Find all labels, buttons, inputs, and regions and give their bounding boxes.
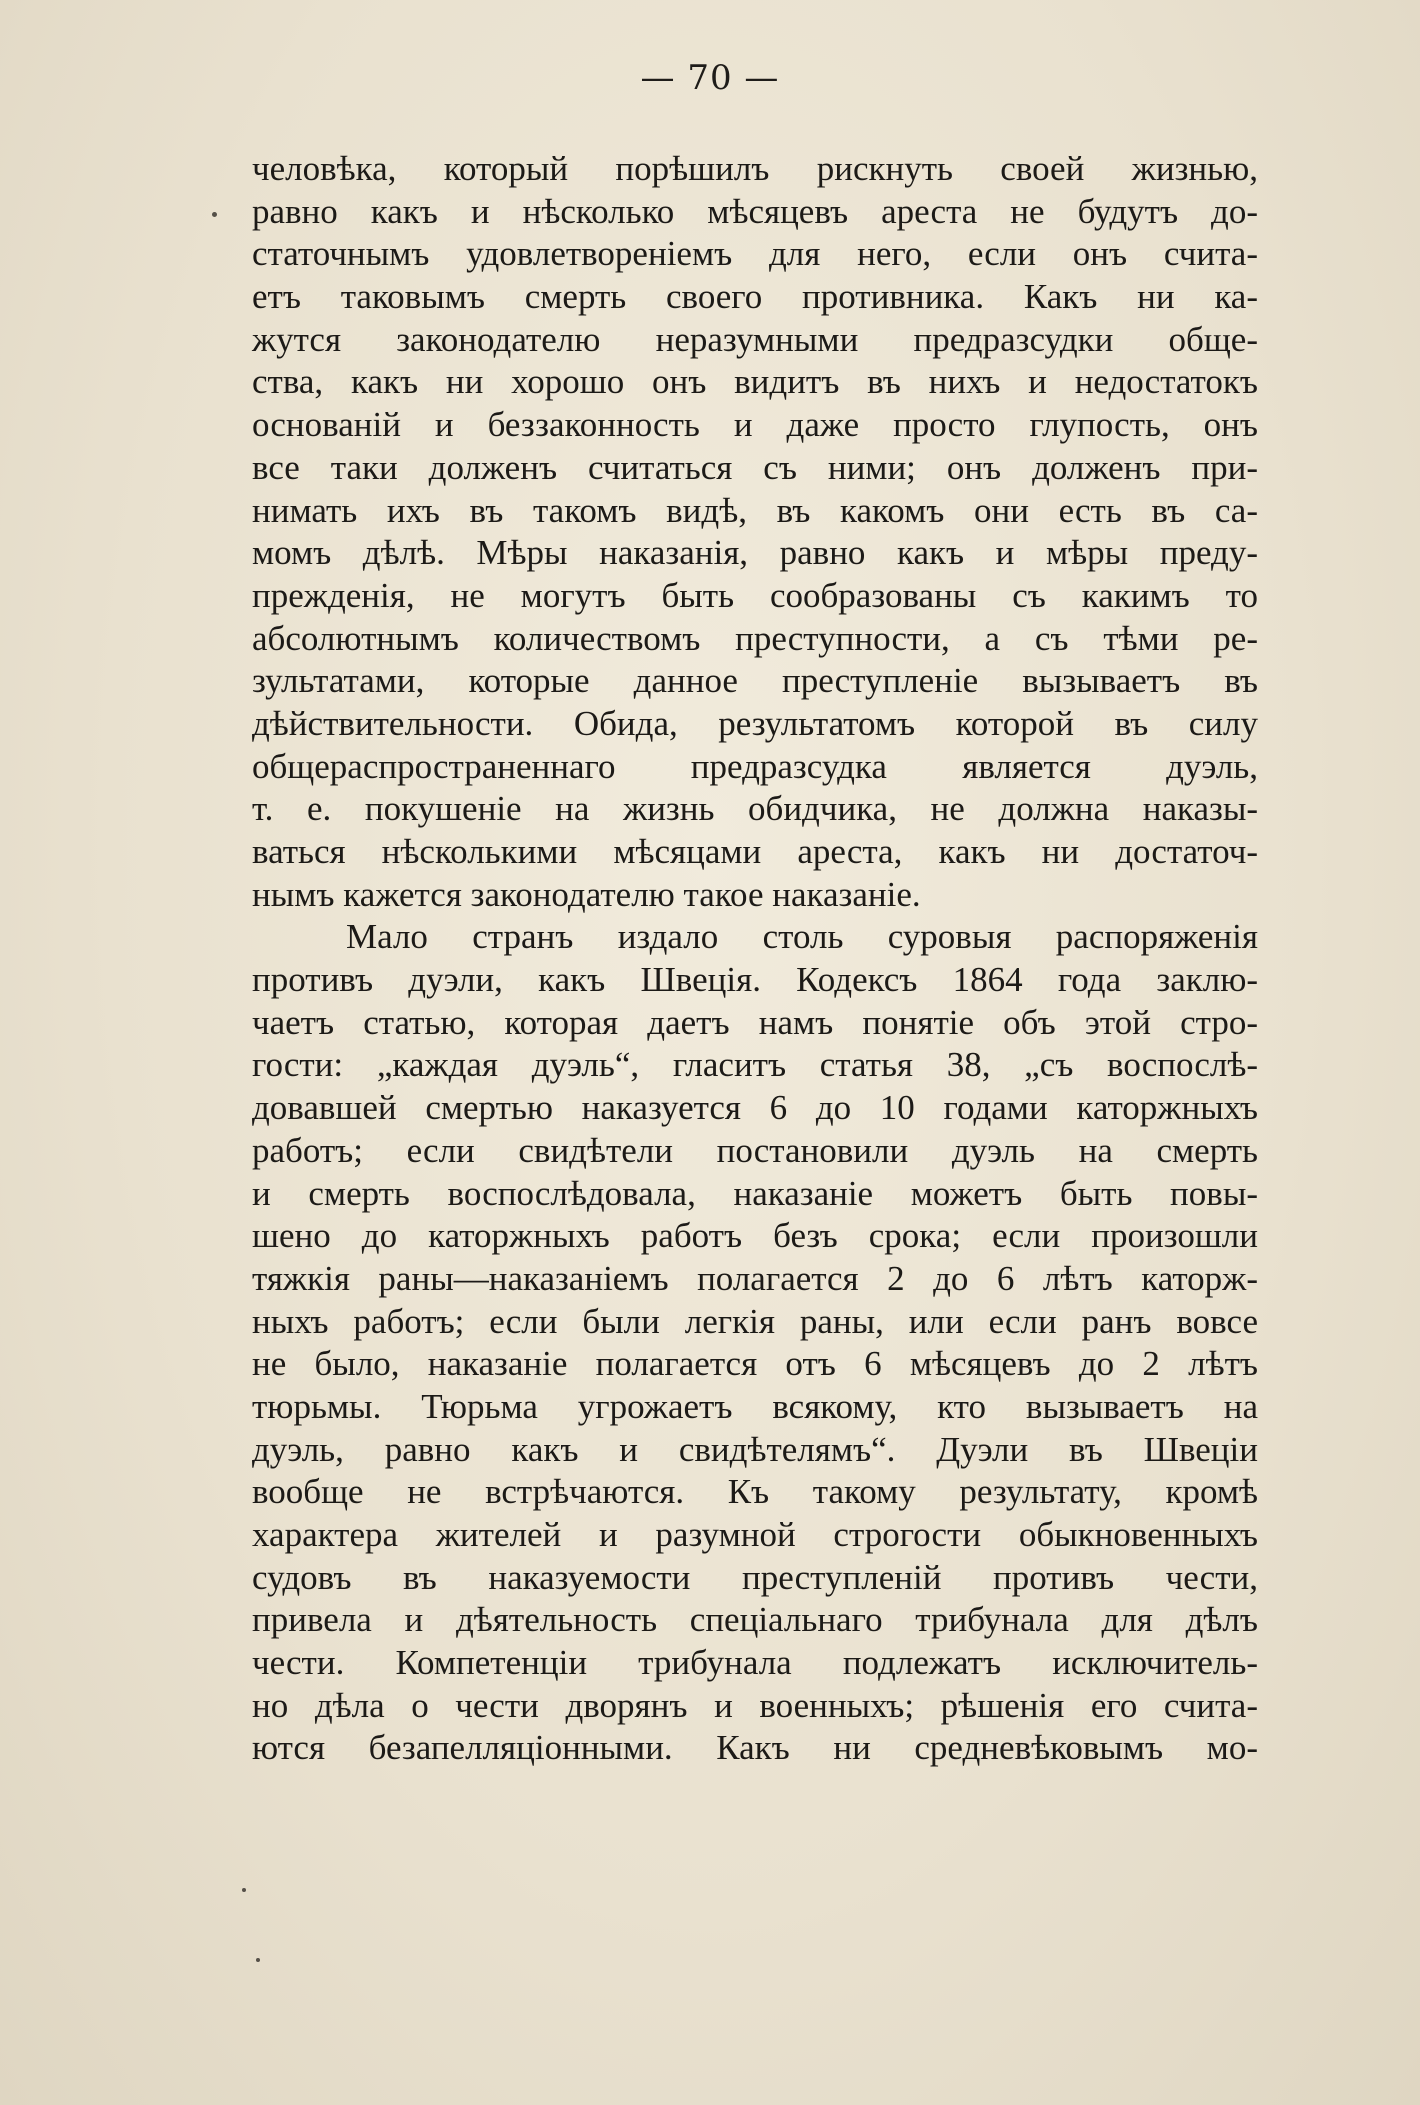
text-line: ныхъ работъ; если были легкія раны, или если ранъ вовсе (252, 1301, 1258, 1341)
text-line: жутся законодателю неразумными предразсудки обще- (252, 319, 1258, 359)
text-line: нымъ кажется законодателю такое наказаніе. (252, 874, 921, 914)
text-line: тюрьмы. Тюрьма угрожаетъ всякому, кто вызываетъ на (252, 1386, 1258, 1426)
text-line: Мало странъ издало столь суровыя распоряженія (346, 917, 1258, 957)
text-line: тяжкія раны—наказаніемъ полагается 2 до 6 лѣтъ каторж- (252, 1258, 1258, 1298)
text-line: ства, какъ ни хорошо онъ видитъ въ нихъ и недостатокъ (252, 362, 1258, 402)
paragraph (252, 916, 1258, 1770)
text-line: гости: „каждая дуэль“, гласитъ статья 38, „съ воспослѣ- (252, 1045, 1258, 1085)
text-line: прежденія, не могутъ быть сообразованы съ какимъ то (252, 575, 1258, 615)
text-line: етъ таковымъ смерть своего противника. Какъ ни ка- (252, 277, 1258, 317)
text-line: статочнымъ удовлетвореніемъ для него, если онъ счита- (252, 234, 1258, 274)
text-line: работъ; если свидѣтели постановили дуэль на смерть (252, 1130, 1258, 1170)
text-line: чести. Компетенціи трибунала подлежатъ исключитель- (252, 1643, 1258, 1683)
text-line: дѣйствительности. Обида, результатомъ которой въ силу (252, 703, 1258, 743)
text-line: не было, наказаніе полагается отъ 6 мѣсяцевъ до 2 лѣтъ (252, 1344, 1258, 1384)
text-line: ются безапелляціонными. Какъ ни средневѣковымъ мо- (252, 1728, 1258, 1768)
text-line: довавшей смертью наказуется 6 до 10 годами каторжныхъ (252, 1088, 1258, 1128)
text-line: дуэль, равно какъ и свидѣтелямъ“. Дуэли въ Швеціи (252, 1429, 1258, 1469)
text-line: все таки долженъ считаться съ ними; онъ долженъ при- (252, 447, 1258, 487)
text-line: т. е. покушеніе на жизнь обидчика, не должна наказы- (252, 789, 1258, 829)
text-line: общераспространеннаго предразсудка является дуэль, (252, 746, 1258, 786)
text-line: шено до каторжныхъ работъ безъ срока; если произошли (252, 1216, 1258, 1256)
text-line: привела и дѣятельность спеціальнаго трибунала для дѣлъ (252, 1600, 1258, 1640)
text-line: момъ дѣлѣ. Мѣры наказанія, равно какъ и мѣры преду- (252, 533, 1258, 573)
text-line: судовъ въ наказуемости преступленій противъ чести, (252, 1557, 1258, 1597)
paragraph (252, 148, 1258, 916)
text-line: нимать ихъ въ такомъ видѣ, въ какомъ они есть въ са- (252, 490, 1258, 530)
text-line: но дѣла о чести дворянъ и военныхъ; рѣшенія его счита- (252, 1685, 1258, 1725)
text-line: зультатами, которые данное преступленіе вызываетъ въ (252, 661, 1258, 701)
body-text (252, 148, 1258, 1770)
text-line: абсолютнымъ количествомъ преступности, а съ тѣми ре- (252, 618, 1258, 658)
text-line: ваться нѣсколькими мѣсяцами ареста, какъ ни достаточ- (252, 832, 1258, 871)
text-line: характера жителей и разумной строгости обыкновенныхъ (252, 1515, 1258, 1554)
text-line: основаній и беззаконность и даже просто глупость, онъ (252, 405, 1258, 445)
page-number: — 70 — (640, 58, 780, 98)
text-line: равно какъ и нѣсколько мѣсяцевъ ареста не будутъ до- (252, 191, 1258, 231)
paper-speck (212, 212, 217, 217)
text-line: и смерть воспослѣдовала, наказаніе можетъ быть повы- (252, 1173, 1258, 1213)
text-line: человѣка, который порѣшилъ рискнуть своей жизнью, (252, 149, 1258, 188)
text-line: противъ дуэли, какъ Швеція. Кодексъ 1864 года заклю- (252, 960, 1258, 1000)
paper-speck (242, 1888, 246, 1892)
text-line: вообще не встрѣчаются. Къ такому результату, кромѣ (252, 1472, 1258, 1512)
text-line: чаетъ статью, которая даетъ намъ понятіе объ этой стро- (252, 1002, 1258, 1042)
paper-speck (256, 1958, 260, 1962)
